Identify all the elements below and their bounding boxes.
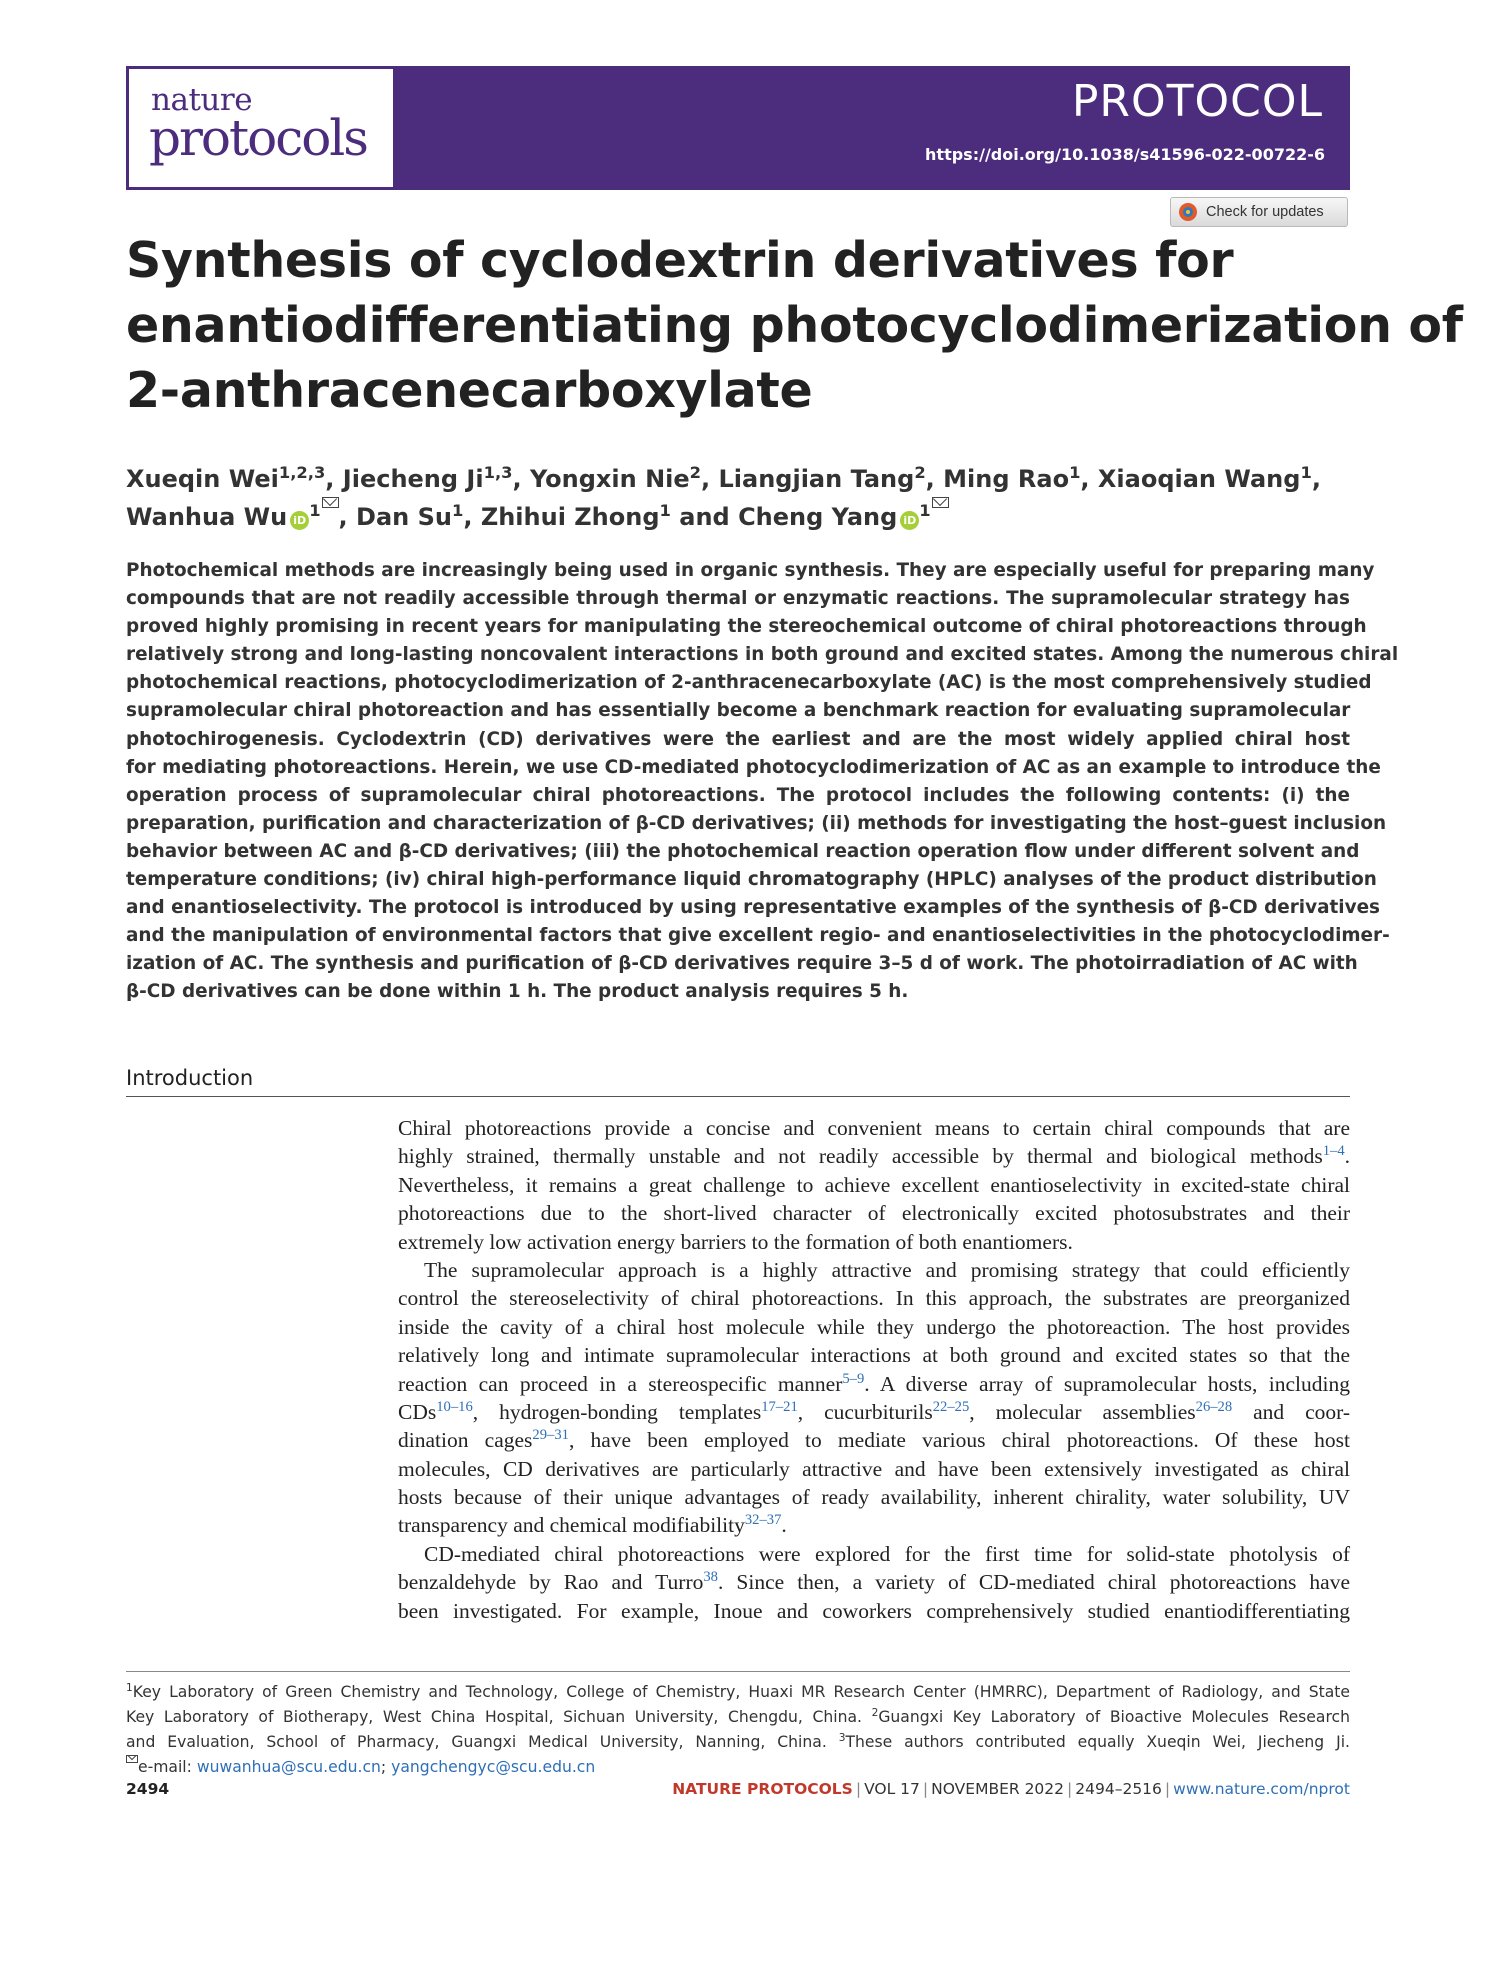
section-divider [126,1096,1350,1097]
body-line: highly strained, thermally unstable and not readily accessible by thermal and biological methods$^{1-4}$. [398,1143,1350,1169]
author-name[interactable]: Wanhua Wu [126,502,288,531]
abstract-line: supramolecular chiral photoreaction and has essentially become a benchmark reaction for evaluating supramolecular [126,700,1351,722]
abstract-line: photochemical reactions, photocyclodimerization of 2-anthracenecarboxylate (AC) is the most comprehensively studied [126,672,1372,694]
author-list [126,462,1366,535]
author-affiliation: 1 [451,500,464,520]
body-line: inside the cavity of a chiral host molecule while they undergo the photoreaction. The host provides [398,1314,1350,1339]
abstract-line: proved highly promising in recent years for manipulating the stereochemical outcome of chiral photoreactions through [126,616,1367,638]
body-line: The supramolecular approach is a highly attractive and promising strategy that could efficiently [424,1257,1350,1282]
citation-ref[interactable]: 10–16 [436,1398,473,1415]
crossmark-icon [1179,203,1197,221]
footnote-divider [126,1671,1350,1672]
author-name[interactable]: Dan Su [356,502,452,531]
citation-ref[interactable]: 22–25 [932,1398,970,1415]
author-affiliation: 2 [914,463,926,483]
page-number: 2494 [126,1780,170,1798]
abstract-line: temperature conditions; (iv) chiral high-performance liquid chromatography (HPLC) analyses of the product distribution [126,869,1377,891]
abstract-line: behavior between AC and β-CD derivatives; (iii) the photochemical reaction operation flow under different solvent and [126,840,1360,862]
author-name[interactable]: Jiecheng Ji [342,465,484,493]
envelope-icon[interactable] [932,497,949,508]
journal-url-link[interactable]: www.nature.com/nprot [1173,1780,1350,1798]
section-heading-introduction: Introduction [126,1066,254,1090]
abstract-line: compounds that are not readily accessible through thermal or enzymatic reactions. The supramolecular strategy has [126,588,1350,610]
doi-link[interactable]: https://doi.org/10.1038/s41596-022-00722-6 [925,145,1325,164]
article-type-label: PROTOCOL [1071,76,1323,127]
affiliations-footnote [126,1680,1350,1780]
author-affiliation: 1 [919,500,931,520]
check-for-updates-button[interactable] [1170,197,1348,227]
body-line: CDs$^{10-16}$, hydrogen-bonding templates$^{17-21}$, cucurbiturils$^{22-25}$, molecular assemblies$^{26-28}$ and coor- [398,1398,1351,1424]
issue-date: NOVEMBER 2022 [931,1780,1065,1798]
abstract [126,557,1399,1007]
orcid-icon[interactable]: iD [290,511,309,530]
body-line: Nevertheless, it remains a great challenge to achieve excellent enantioselectivity in excited-state chiral [398,1172,1350,1197]
author-line: Wanhua Wu $iD^1$ , Dan Su$^1$, Zhihui Zhong$^1$ and Cheng Yang $iD^1$ [126,497,1366,535]
footnote-line: e-mail: wuwanhua@scu.edu.cn; yangchengyc@scu.edu.cn [126,1755,1350,1780]
body-line: molecules, CD derivatives are particularly attractive and have been extensively investigated as chiral [398,1456,1350,1481]
author-name[interactable]: Ming Rao [943,465,1070,493]
body-line: been investigated. For example, Inoue and coworkers comprehensively studied enantiodifferentiating [398,1598,1350,1623]
body-line: dination cages$^{29-31}$, have been employed to mediate various chiral photoreactions. Of these host [398,1427,1350,1453]
article-title [126,228,1463,423]
author-affiliation: 1,3 [483,463,513,483]
page-range: 2494–2516 [1075,1780,1162,1798]
author-affiliation: 1 [1069,463,1081,483]
body-line: transparency and chemical modifiability$^{32-37}$. [398,1512,787,1538]
body-line: photoreactions due to the short-lived character of electronically excited photosubstrates and their [398,1201,1350,1226]
author-line: Xueqin Wei$^{1,2,3}$, Jiecheng Ji$^{1,3}$, Yongxin Nie$^2$, Liangjian Tang$^2$, Ming Rao$^1$, Xiaoqian Wang$^1$, [126,463,1321,493]
author-name[interactable]: Liangjian Tang [718,465,915,493]
logo-nature-text: nature [151,82,253,118]
author-affiliation: 2 [689,463,702,483]
abstract-line: for mediating photoreactions. Herein, we use CD-mediated photocyclodimerization of AC as an example to introduce the [126,756,1381,778]
abstract-line: and enantioselectivity. The protocol is introduced by using representative examples of the synthesis of β-CD derivatives [126,897,1380,919]
title-line: Synthesis of cyclodextrin derivatives for [126,232,1234,289]
abstract-line: operation process of supramolecular chiral photoreactions. The protocol includes the following contents: (i) the [126,784,1350,806]
citation-ref[interactable]: 1–4 [1322,1143,1345,1160]
body-line: control the stereoselectivity of chiral photoreactions. In this approach, the substrates are preorganized [398,1286,1350,1311]
email-link[interactable]: wuwanhua@scu.edu.cn [196,1758,381,1776]
author-name[interactable]: Zhihui Zhong [480,502,660,531]
email-link[interactable]: yangchengyc@scu.edu.cn [391,1758,596,1776]
citation-ref[interactable]: 38 [703,1569,718,1586]
author-affiliation: 1 [309,500,321,520]
citation-ref[interactable]: 32–37 [744,1512,782,1529]
author-name[interactable]: Xiaoqian Wang [1097,465,1301,493]
volume: VOL 17 [864,1780,920,1798]
abstract-line: ization of AC. The synthesis and purification of β-CD derivatives require 3–5 d of work. The photoirradiation of AC with [126,953,1358,975]
footnote-line: and Evaluation, School of Pharmacy, Guangxi Medical University, Nanning, China. $^3$These authors contributed equally Xueqin Wei, Jiecheng Ji. [126,1732,1350,1751]
title-line: enantiodifferentiating photocyclodimerization of [126,297,1463,354]
author-affiliation: 1,2,3 [278,463,326,483]
citation-ref[interactable]: 26–28 [1195,1398,1233,1415]
author-name[interactable]: Cheng Yang [738,502,898,531]
body-line: Chiral photoreactions provide a concise and convenient means to certain chiral compounds that are [398,1116,1350,1140]
abstract-line: preparation, purification and characterization of β-CD derivatives; (ii) methods for investigating the host–guest inclusion [126,812,1387,834]
abstract-line: Photochemical methods are increasingly being used in organic synthesis. They are especially useful for preparing many [126,560,1375,581]
check-for-updates-label: Check for updates [1206,204,1324,220]
journal-footer: NATURE PROTOCOLS | VOL 17 | NOVEMBER 2022 | 2494–2516 | www.nature.com/nprot [672,1780,1350,1798]
body-line: extremely low activation energy barriers to the formation of both enantiomers. [398,1229,1073,1254]
body-line: reaction can proceed in a stereospecific manner$^{5-9}$. A diverse array of supramolecular hosts, including [398,1370,1350,1396]
abstract-line: β-CD derivatives can be done within 1 h. The product analysis requires 5 h. [126,981,909,1003]
title-line: 2-anthracenecarboxylate [126,362,813,419]
journal-name: NATURE PROTOCOLS [672,1780,853,1798]
abstract-line: relatively strong and long-lasting noncovalent interactions in both ground and excited states. Among the numerous chiral [126,644,1399,666]
author-affiliation: 1 [659,500,671,520]
orcid-icon[interactable]: iD [900,511,919,530]
footnote-line: $^1$Key Laboratory of Green Chemistry and Technology, College of Chemistry, Huaxi MR Research Center (HMRRC), Department of Radiology, and State [126,1682,1350,1701]
citation-ref[interactable]: 29–31 [532,1427,569,1444]
citation-ref[interactable]: 5–9 [842,1370,865,1387]
body-line: hosts because of their unique advantages of ready availability, inherent chirality, water solubility, UV [398,1485,1350,1510]
body-line: CD-mediated chiral photoreactions were explored for the first time for solid-state photolysis of [424,1541,1350,1566]
body-line: benzaldehyde by Rao and Turro$^{38}$. Since then, a variety of CD-mediated chiral photoreactions have [398,1569,1350,1595]
envelope-icon[interactable] [322,497,339,508]
author-affiliation: 1 [1300,463,1312,483]
author-name[interactable]: Yongxin Nie [529,465,690,493]
footnote-line: Key Laboratory of Biotherapy, West China Hospital, Sichuan University, Chengdu, China. $^2$Guangxi Key Laboratory of Bioactive Molecules Research [126,1707,1350,1726]
introduction-body [398,1114,1350,1625]
envelope-icon [126,1755,138,1763]
abstract-line: photochirogenesis. Cyclodextrin (CD) derivatives were the earliest and are the most widely applied chiral host [126,728,1350,750]
logo-protocols-text: protocols [149,109,367,167]
author-name[interactable]: Xueqin Wei [126,465,279,493]
journal-logo[interactable] [126,66,396,190]
abstract-line: and the manipulation of environmental factors that give excellent regio- and enantioselectivities in the photocyclodimer- [126,925,1390,947]
body-line: relatively long and intimate supramolecular interactions at both ground and excited states so that the [398,1343,1350,1368]
citation-ref[interactable]: 17–21 [761,1398,798,1415]
